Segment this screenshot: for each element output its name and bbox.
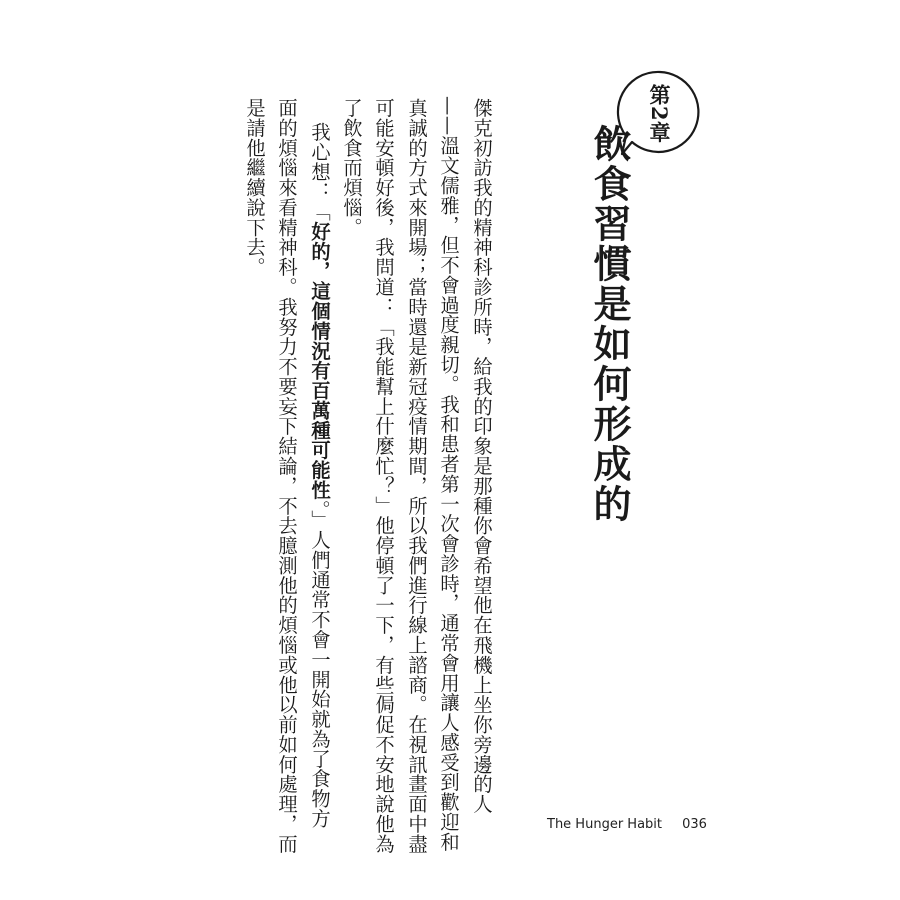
chapter-badge-label: 第2章 <box>647 84 672 144</box>
emphasis-text: 好的，這個情況有百萬種可能性 <box>308 221 331 500</box>
body-line-1: 傑克初訪我的精神科診所時，給我的印象是那種你會希望他在飛機上坐你旁邊的人 <box>470 98 493 815</box>
running-book-title: The Hunger Habit <box>547 817 662 832</box>
body-line-2: ——溫文儒雅，但不會過度親切。我和患者第一次會診時，通常會用讓人感受到歡迎和 <box>437 96 460 852</box>
body-line-7: 面的煩惱來看精神科。我努力不要妄下結論，不去臆測他的煩惱或他以前如何處理，而 <box>275 98 298 854</box>
body-line-6-post: 。」人們通常不會一開始就為了食物方 <box>308 499 331 829</box>
body-line-6 <box>305 122 333 828</box>
body-line-3: 真誠的方式來開場；當時還是新冠疫情期間，所以我們進行線上諮商。在視訊畫面中盡 <box>405 98 428 854</box>
chapter-title: 飲食習慣是如何形成的 <box>587 124 631 524</box>
body-line-6-pre: 我心想：「 <box>308 122 331 222</box>
body-line-8: 是請他繼續說下去。 <box>243 98 266 278</box>
page-footer <box>547 817 707 832</box>
body-line-5: 了飲食而煩惱。 <box>340 98 363 238</box>
page-number: 036 <box>682 817 707 832</box>
body-line-4: 可能安頓好後，我問道：「我能幫上什麼忙？」他停頓了一下，有些侷促不安地說他為 <box>372 98 395 854</box>
